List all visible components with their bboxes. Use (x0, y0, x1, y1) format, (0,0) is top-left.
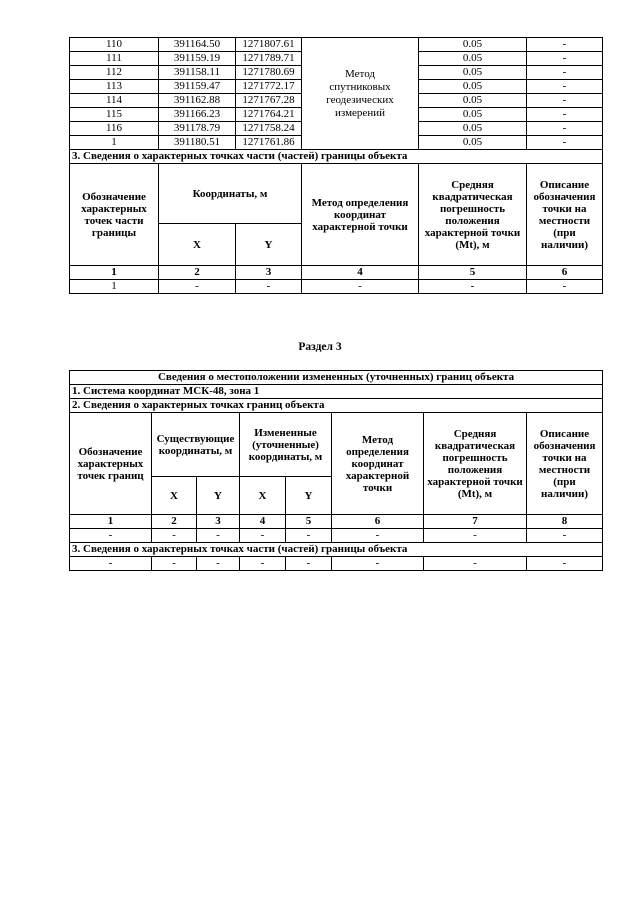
cell: - (424, 529, 527, 543)
cell: - (70, 557, 152, 571)
cell: - (240, 529, 286, 543)
cell: - (527, 557, 603, 571)
header-y: Y (197, 477, 240, 515)
cell-y: 1271758.24 (236, 122, 302, 136)
method-cell: Метод спутниковых геодезических измерений (302, 38, 419, 150)
cell: - (332, 557, 424, 571)
cell-n: 111 (70, 52, 159, 66)
header-method: Метод определения координат характерной точки (302, 164, 419, 266)
cell-desc: - (527, 80, 603, 94)
column-number: 5 (419, 266, 527, 280)
column-number: 2 (152, 515, 197, 529)
cell-desc: - (527, 122, 603, 136)
cell-desc: - (527, 38, 603, 52)
column-number: 7 (424, 515, 527, 529)
cell: - (424, 557, 527, 571)
cell-x: 391162.88 (159, 94, 236, 108)
cell-n: 1 (70, 136, 159, 150)
points-table-part (69, 37, 603, 294)
header-designation: Обозначение характерных точек границ (70, 413, 152, 515)
cell: - (527, 529, 603, 543)
cell-mt: 0.05 (419, 136, 527, 150)
cell-n: 116 (70, 122, 159, 136)
cell-x: 391166.23 (159, 108, 236, 122)
cell-desc: - (527, 108, 603, 122)
cell-desc: - (527, 52, 603, 66)
header-accuracy: Средняя квадратическая погрешность положения характерной точки (Mt), м (424, 413, 527, 515)
table-row (70, 38, 603, 52)
cell-desc: - (527, 136, 603, 150)
cell: - (286, 529, 332, 543)
cell-x: 391178.79 (159, 122, 236, 136)
cell-y: 1271807.61 (236, 38, 302, 52)
header-coords: Координаты, м (159, 164, 302, 224)
cell: - (332, 529, 424, 543)
header-x: X (152, 477, 197, 515)
header-changed-coords: Измененные (уточненные) координаты, м (240, 413, 332, 477)
cell: - (152, 529, 197, 543)
cell: - (419, 280, 527, 294)
cell: - (152, 557, 197, 571)
cell-x: 391159.19 (159, 52, 236, 66)
header-method: Метод определения координат характерной точки (332, 413, 424, 515)
cell: - (236, 280, 302, 294)
cell-mt: 0.05 (419, 122, 527, 136)
header-x: X (240, 477, 286, 515)
header-y: Y (286, 477, 332, 515)
cell: - (286, 557, 332, 571)
cell: - (70, 529, 152, 543)
cell-x: 391158.11 (159, 66, 236, 80)
cell: - (302, 280, 419, 294)
cell-mt: 0.05 (419, 94, 527, 108)
cell-x: 391164.50 (159, 38, 236, 52)
section-heading: Раздел 3 (298, 341, 342, 353)
cell-mt: 0.05 (419, 38, 527, 52)
cell: - (240, 557, 286, 571)
table-title: Сведения о местоположении измененных (уточненных) границ объекта (70, 371, 603, 385)
cell: - (527, 280, 603, 294)
column-number: 1 (70, 266, 159, 280)
section-2-title: 2. Сведения о характерных точках границ объекта (70, 399, 603, 413)
cell-mt: 0.05 (419, 52, 527, 66)
section-3-title: 3. Сведения о характерных точках части (частей) границы объекта (70, 150, 603, 164)
cell-n: 110 (70, 38, 159, 52)
cell-n: 113 (70, 80, 159, 94)
column-number: 4 (302, 266, 419, 280)
cell-y: 1271789.71 (236, 52, 302, 66)
cell-mt: 0.05 (419, 66, 527, 80)
section-3-title: 3. Сведения о характерных точках части (частей) границы объекта (70, 543, 603, 557)
cell-n: 112 (70, 66, 159, 80)
cell-desc: - (527, 66, 603, 80)
cell-y: 1271780.69 (236, 66, 302, 80)
cell-y: 1271764.21 (236, 108, 302, 122)
coordinate-system: 1. Система координат МСК-48, зона 1 (70, 385, 603, 399)
header-accuracy: Средняя квадратическая погрешность положения характерной точки (Mt), м (419, 164, 527, 266)
column-number: 1 (70, 515, 152, 529)
cell-desc: - (527, 94, 603, 108)
cell-mt: 0.05 (419, 80, 527, 94)
header-y: Y (236, 224, 302, 266)
column-number: 6 (332, 515, 424, 529)
header-description: Описание обозначения точки на местности (при наличии) (527, 164, 603, 266)
cell-n: 114 (70, 94, 159, 108)
cell-x: 391159.47 (159, 80, 236, 94)
header-x: X (159, 224, 236, 266)
cell-x: 391180.51 (159, 136, 236, 150)
cell-y: 1271772.17 (236, 80, 302, 94)
cell-mt: 0.05 (419, 108, 527, 122)
cell-y: 1271761.86 (236, 136, 302, 150)
column-number: 2 (159, 266, 236, 280)
changed-boundaries-table (69, 370, 603, 571)
header-designation: Обозначение характерных точек части границы (70, 164, 159, 266)
column-number: 4 (240, 515, 286, 529)
header-description: Описание обозначения точки на местности (при наличии) (527, 413, 603, 515)
cell-y: 1271767.28 (236, 94, 302, 108)
column-number: 3 (197, 515, 240, 529)
header-existing-coords: Существующие координаты, м (152, 413, 240, 477)
cell: - (159, 280, 236, 294)
cell: - (197, 529, 240, 543)
column-number: 5 (286, 515, 332, 529)
column-number: 8 (527, 515, 603, 529)
cell-n: 115 (70, 108, 159, 122)
column-number: 3 (236, 266, 302, 280)
cell: - (197, 557, 240, 571)
column-number: 6 (527, 266, 603, 280)
cell: 1 (70, 280, 159, 294)
